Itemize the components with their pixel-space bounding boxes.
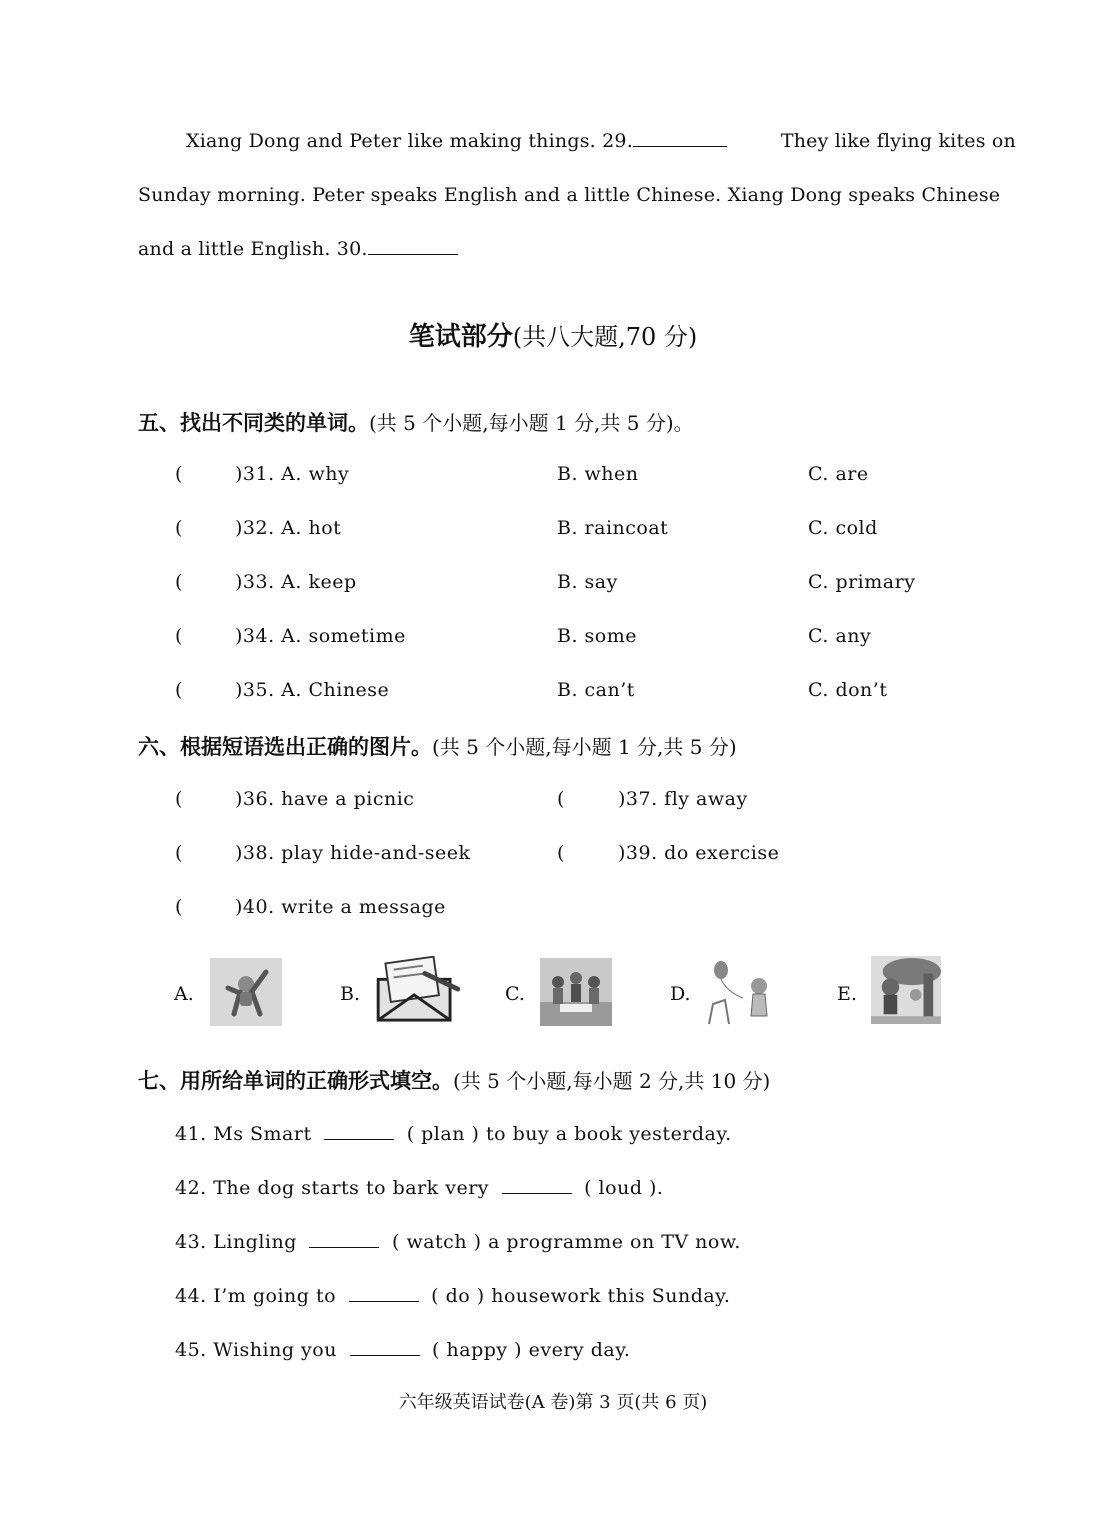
question-43: 43. Lingling ( watch ) a programme on TV now. <box>175 1231 741 1253</box>
question-33-b: B. say <box>557 571 618 593</box>
picture-d-label: D. <box>670 983 691 1005</box>
question-38-text: )38. play hide-and-seek <box>235 842 471 864</box>
question-40-paren[interactable]: ( <box>175 896 183 918</box>
question-34-c: C. any <box>808 625 872 647</box>
answer-blank-43[interactable] <box>309 1231 379 1248</box>
answer-blank-44[interactable] <box>349 1285 419 1302</box>
question-31-b: B. when <box>557 463 639 485</box>
picture-b-label: B. <box>340 983 361 1005</box>
question-39-paren[interactable]: ( <box>557 842 565 864</box>
question-35-a: )35. A. Chinese <box>235 679 390 701</box>
question-35-paren[interactable]: ( <box>175 679 183 701</box>
question-35-c: C. don’t <box>808 679 888 701</box>
question-33-paren[interactable]: ( <box>175 571 183 593</box>
passage-line-2: Sunday morning. Peter speaks English and a little Chinese. Xiang Dong speaks Chinese <box>138 184 1001 206</box>
question-36-paren[interactable]: ( <box>175 788 183 810</box>
hide-and-seek-icon <box>870 956 942 1024</box>
question-37-paren[interactable]: ( <box>557 788 565 810</box>
envelope-letter-icon <box>373 956 463 1024</box>
question-42: 42. The dog starts to bark very ( loud ). <box>175 1177 664 1199</box>
balloon-flying-icon <box>703 958 775 1026</box>
page-footer: 六年级英语试卷(A 卷)第 3 页(共 6 页) <box>398 1392 708 1413</box>
question-44: 44. I’m going to ( do ) housework this Sunday. <box>175 1285 731 1307</box>
answer-blank-29[interactable] <box>633 130 727 147</box>
question-34-paren[interactable]: ( <box>175 625 183 647</box>
answer-blank-42[interactable] <box>502 1177 572 1194</box>
question-31-c: C. are <box>808 463 869 485</box>
question-41: 41. Ms Smart ( plan ) to buy a book yesterday. <box>175 1123 732 1145</box>
section-7-heading: 七、用所给单词的正确形式填空。(共 5 个小题,每小题 2 分,共 10 分) <box>138 1068 771 1093</box>
question-32-b: B. raincoat <box>557 517 669 539</box>
question-31-a: )31. A. why <box>235 463 350 485</box>
question-34-a: )34. A. sometime <box>235 625 406 647</box>
written-part-title: 笔试部分(共八大题,70 分) <box>408 322 698 352</box>
answer-blank-41[interactable] <box>324 1123 394 1140</box>
question-38-paren[interactable]: ( <box>175 842 183 864</box>
answer-blank-45[interactable] <box>350 1339 420 1356</box>
question-32-a: )32. A. hot <box>235 517 342 539</box>
question-45: 45. Wishing you ( happy ) every day. <box>175 1339 631 1361</box>
section-5-heading: 五、找出不同类的单词。(共 5 个小题,每小题 1 分,共 5 分)。 <box>138 410 694 435</box>
question-40-text: )40. write a message <box>235 896 446 918</box>
question-35-b: B. can’t <box>557 679 635 701</box>
picture-a-label: A. <box>174 983 194 1005</box>
exercise-girl-icon <box>210 958 282 1026</box>
question-37-text: )37. fly away <box>618 788 748 810</box>
passage-line-3: and a little English. 30. <box>138 238 1016 260</box>
question-33-c: C. primary <box>808 571 916 593</box>
question-32-c: C. cold <box>808 517 878 539</box>
picture-e-label: E. <box>837 983 857 1005</box>
question-32-paren[interactable]: ( <box>175 517 183 539</box>
picture-c-label: C. <box>505 983 525 1005</box>
picnic-family-icon <box>540 958 612 1026</box>
answer-blank-30[interactable] <box>368 238 458 255</box>
passage-line-1: Xiang Dong and Peter like making things. 29. They like flying kites on <box>186 130 1016 152</box>
question-33-a: )33. A. keep <box>235 571 357 593</box>
question-31-paren[interactable]: ( <box>175 463 183 485</box>
question-39-text: )39. do exercise <box>618 842 780 864</box>
question-36-text: )36. have a picnic <box>235 788 415 810</box>
question-34-b: B. some <box>557 625 637 647</box>
section-6-heading: 六、根据短语选出正确的图片。(共 5 个小题,每小题 1 分,共 5 分) <box>138 734 737 759</box>
